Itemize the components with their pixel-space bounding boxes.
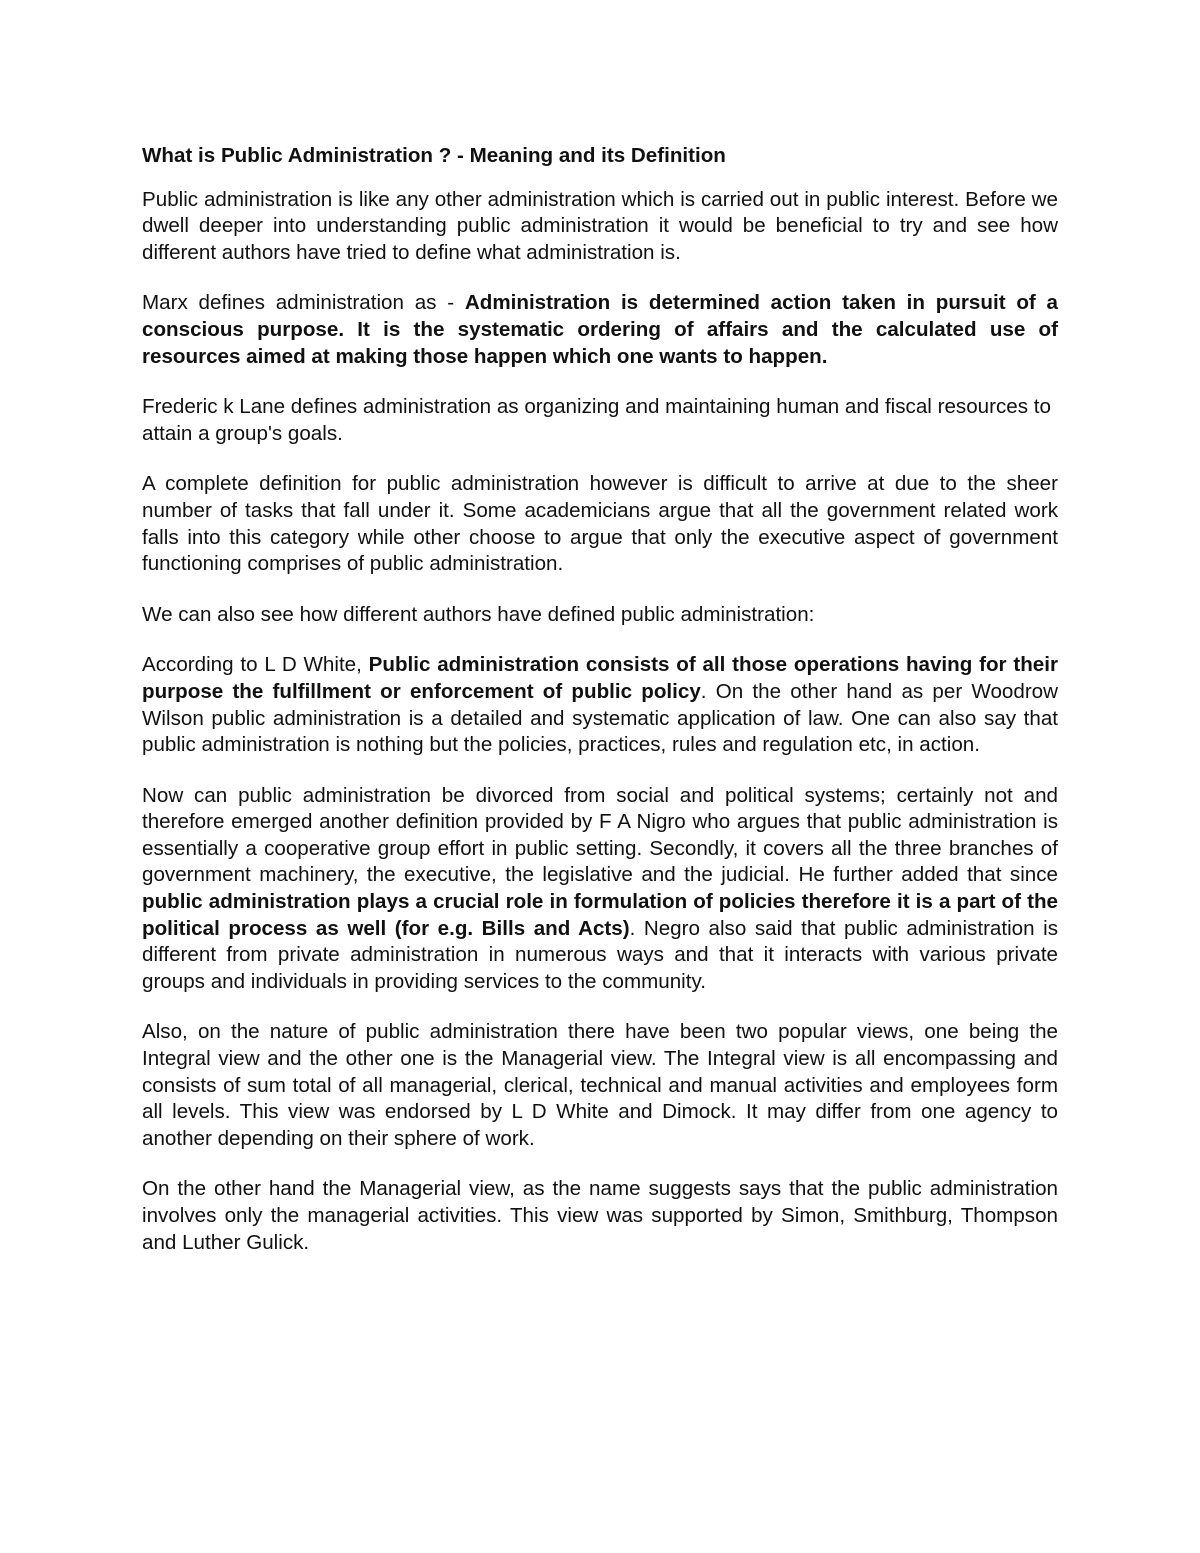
text-run: . On the other hand as per Woodrow Wilson public administration is a detailed and systematic application of law. One can also say that public administration is nothing but the policies, practices, rules and regulation etc, in action. [142,679,1058,757]
text-run: We can also see how different authors have defined public administration: [142,602,815,626]
text-run: Frederic k Lane defines administration as organizing and maintaining human and fiscal resources to attain a group's goals. [142,395,1051,445]
paragraph-lane-definition [142,394,1058,447]
text-run: . Negro also said that public administration is different from private administration in numerous ways and that it interacts with various private groups and individuals in providing services to the community. [142,916,1058,993]
paragraph-white-wilson [142,652,1058,758]
text-run: According to L D White, [142,653,369,677]
text-run: On the other hand the Managerial view, as the name suggests says that the public administration involves only the managerial activities. This view was supported by Simon, Smithburg, Thompson and Luther Gulick. [142,1177,1058,1254]
document-title: What is Public Administration ? - Meaning and its Definition [142,144,726,167]
paragraph-authors-intro [142,602,1058,629]
text-run: Also, on the nature of public administration there have been two popular views, one being the Integral view and the other one is the Managerial view. The Integral view is all encompassing and consists of sum total of all managerial, clerical, technical and manual activities and employees form all levels. This view was endorsed by L D White and Dimock. It may differ from one agency to another depending on their sphere of work. [142,1020,1058,1150]
paragraph-marx-definition [142,290,1058,370]
document-body [142,143,1058,1280]
paragraph-intro [142,187,1058,267]
paragraph-managerial-view [142,1176,1058,1256]
paragraph-complete-definition [142,471,1058,577]
paragraph-nigro [142,783,1058,996]
bold-text-run: Administration is determined action taken in pursuit of a conscious purpose. It is the systematic ordering of affairs and the calculated use of resources aimed at making those happen which one wants to happen. [142,291,1058,368]
paragraph-integral-view [142,1019,1058,1152]
text-run: A complete definition for public administration however is difficult to arrive at due to the sheer number of tasks that fall under it. Some academicians argue that all the government related work falls into this category while other choose to argue that only the executive aspect of government functioning comprises of public administration. [142,472,1058,576]
text-run: Now can public administration be divorced from social and political systems; certainly not and therefore emerged another definition provided by F A Nigro who argues that public administration is essentially a cooperative group effort in public setting. Secondly, it covers all the three branches of government machinery, the executive, the legislative and the judicial. He further added that since [142,783,1058,887]
text-run: Marx defines administration as - [142,291,465,315]
text-run: Public administration is like any other administration which is carried out in public interest. Before we dwell deeper into understanding public administration it would be beneficial to try and see how different authors have tried to define what administration is. [142,187,1058,264]
bold-text-run: public administration plays a crucial role in formulation of policies therefore it is a part of the political process as well (for e.g. Bills and Acts) [142,890,1058,940]
bold-text-run: Public administration consists of all those operations having for their purpose the fulfillment or enforcement of public policy [142,653,1058,703]
